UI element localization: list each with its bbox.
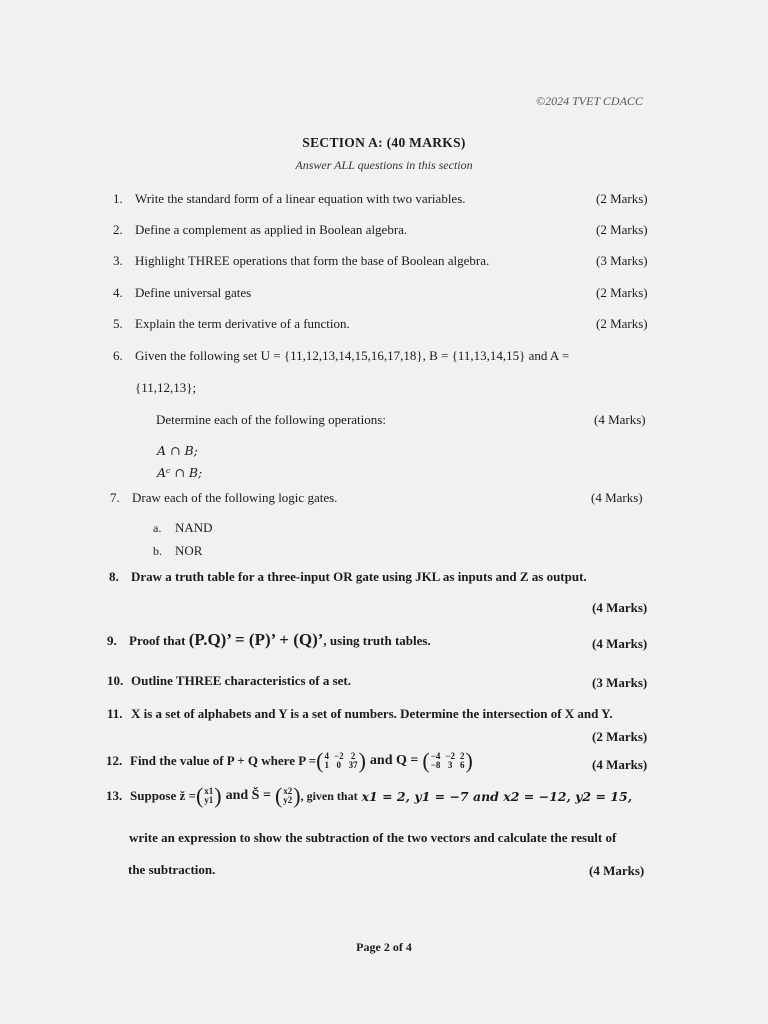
question-text: Outline THREE characteristics of a set. [131,673,352,688]
question-text: Define universal gates [135,285,252,300]
question-10-marks: (3 Marks) [592,675,648,690]
matrix-q [422,750,472,772]
question-number: 4. [113,285,123,300]
question-13-line-2: write an expression to show the subtraction of the two vectors and calculate the result of [129,830,617,845]
question-text-post: , given that [300,788,358,803]
question-2-marks: (2 Marks) [596,222,648,237]
left-paren: ( [274,783,283,808]
question-6 [113,348,569,364]
question-text: Draw each of the following logic gates. [132,490,338,505]
question-12-marks: (4 Marks) [592,757,648,772]
copyright-notice: ©2024 TVET CDACC [536,94,643,108]
question-13-line-3: the subtraction. [128,862,216,877]
question-number: 6. [113,348,123,363]
question-text: Define a complement as applied in Boolean algebra. [135,222,408,237]
matrix-p-entries [323,752,358,770]
question-number: 3. [113,253,123,268]
question-text-post: , using truth tables. [323,633,431,648]
item-label: b. [153,544,162,558]
left-paren: ( [195,783,204,808]
question-text-mid: and Q = [369,753,419,768]
question-number: 11. [107,706,123,721]
matrix-cell: 37 [348,760,358,770]
gate-item-nor [153,543,202,559]
question-1-marks: (2 Marks) [596,191,648,206]
right-paren: ) [358,748,366,773]
left-paren: ( [422,748,430,773]
question-10 [107,673,351,689]
matrix-cell: −2 [445,751,455,761]
question-text: Draw a truth table for a three-input OR gate using JKL as inputs and Z as output. [131,569,587,584]
question-13-marks: (4 Marks) [589,863,645,878]
question-number: 13. [106,788,123,803]
question-text: Write the standard form of a linear equation with two variables. [135,191,466,206]
question-3-marks: (3 Marks) [596,253,648,268]
matrix-q-entries [430,752,466,770]
question-6-subtext: Determine each of the following operations: [156,412,386,427]
right-paren: ) [465,748,473,773]
question-4 [113,285,251,301]
question-11-marks: (2 Marks) [592,729,648,744]
question-text: Highlight THREE operations that form the base of Boolean algebra. [135,253,490,268]
question-11 [107,706,613,722]
question-6-continuation: {11,12,13}; [135,380,197,395]
vector-z [196,785,222,807]
section-instruction: Answer ALL questions in this section [295,158,473,172]
right-paren: ) [214,783,222,808]
question-3 [113,253,489,269]
given-values: x1 = 2, y1 = −7 and x2 = −12, y2 = 15, [361,788,633,804]
question-text: Given the following set U = {11,12,13,14,15,16,17,18}, B = {11,13,14,15} and A = [135,348,570,363]
question-text-mid: and Š = [225,788,271,803]
vector-s-entries [282,787,293,805]
question-number: 5. [113,316,123,331]
vector-cell: x1 [204,786,214,796]
question-6-marks: (4 Marks) [594,412,646,427]
boolean-formula: (P.Q)’ = (P)’ + (Q)’ [188,630,324,649]
question-9 [107,630,431,650]
question-13 [106,785,632,807]
right-paren: ) [293,783,301,808]
question-number: 12. [106,753,123,768]
vector-z-entries [203,787,214,805]
question-4-marks: (2 Marks) [596,285,648,300]
question-number: 8. [109,569,119,584]
question-1 [113,191,466,207]
question-text: Explain the term derivative of a function. [135,316,350,331]
matrix-p [316,750,366,772]
question-7 [110,490,337,506]
matrix-cell: 3 [447,760,453,770]
question-5 [113,316,350,332]
section-title: SECTION A: (40 MARKS) [302,135,466,150]
page-number: Page 2 of 4 [356,940,412,954]
question-8 [109,569,587,585]
question-9-marks: (4 Marks) [592,636,648,651]
question-number: 7. [110,490,120,505]
question-text-pre: Proof that [129,633,186,648]
question-number: 9. [107,633,117,648]
matrix-cell: 1 [324,760,329,770]
question-2 [113,222,407,238]
left-paren: ( [316,748,324,773]
question-number: 2. [113,222,123,237]
matrix-cell: −2 [333,751,344,761]
matrix-cell: 6 [459,760,465,770]
matrix-cell: −8 [430,760,441,770]
question-12 [106,750,473,772]
vector-cell: y1 [204,795,214,805]
matrix-cell: 2 [459,751,465,761]
vector-cell: x2 [283,786,293,796]
vector-cell: y2 [283,795,293,805]
item-label: a. [153,521,162,535]
question-7-marks: (4 Marks) [591,490,643,505]
matrix-cell: 4 [324,751,329,761]
question-number: 1. [113,191,123,206]
question-text-pre: Find the value of P + Q where P = [130,753,317,768]
set-operation-item: Aᶜ ∩ B; [157,465,203,480]
question-text-pre: Suppose ž = [130,788,196,803]
set-operation-item: A ∩ B; [157,443,198,458]
vector-s [275,785,301,807]
question-text: X is a set of alphabets and Y is a set of numbers. Determine the intersection of X and Y. [131,706,613,721]
matrix-cell: −4 [430,751,441,761]
gate-item-nand [153,520,213,536]
item-text: NOR [175,543,203,558]
matrix-cell: 0 [336,760,341,770]
matrix-cell: 2 [350,751,356,761]
question-number: 10. [107,673,124,688]
question-5-marks: (2 Marks) [596,316,648,331]
item-text: NAND [175,520,213,535]
question-8-marks: (4 Marks) [592,600,648,615]
